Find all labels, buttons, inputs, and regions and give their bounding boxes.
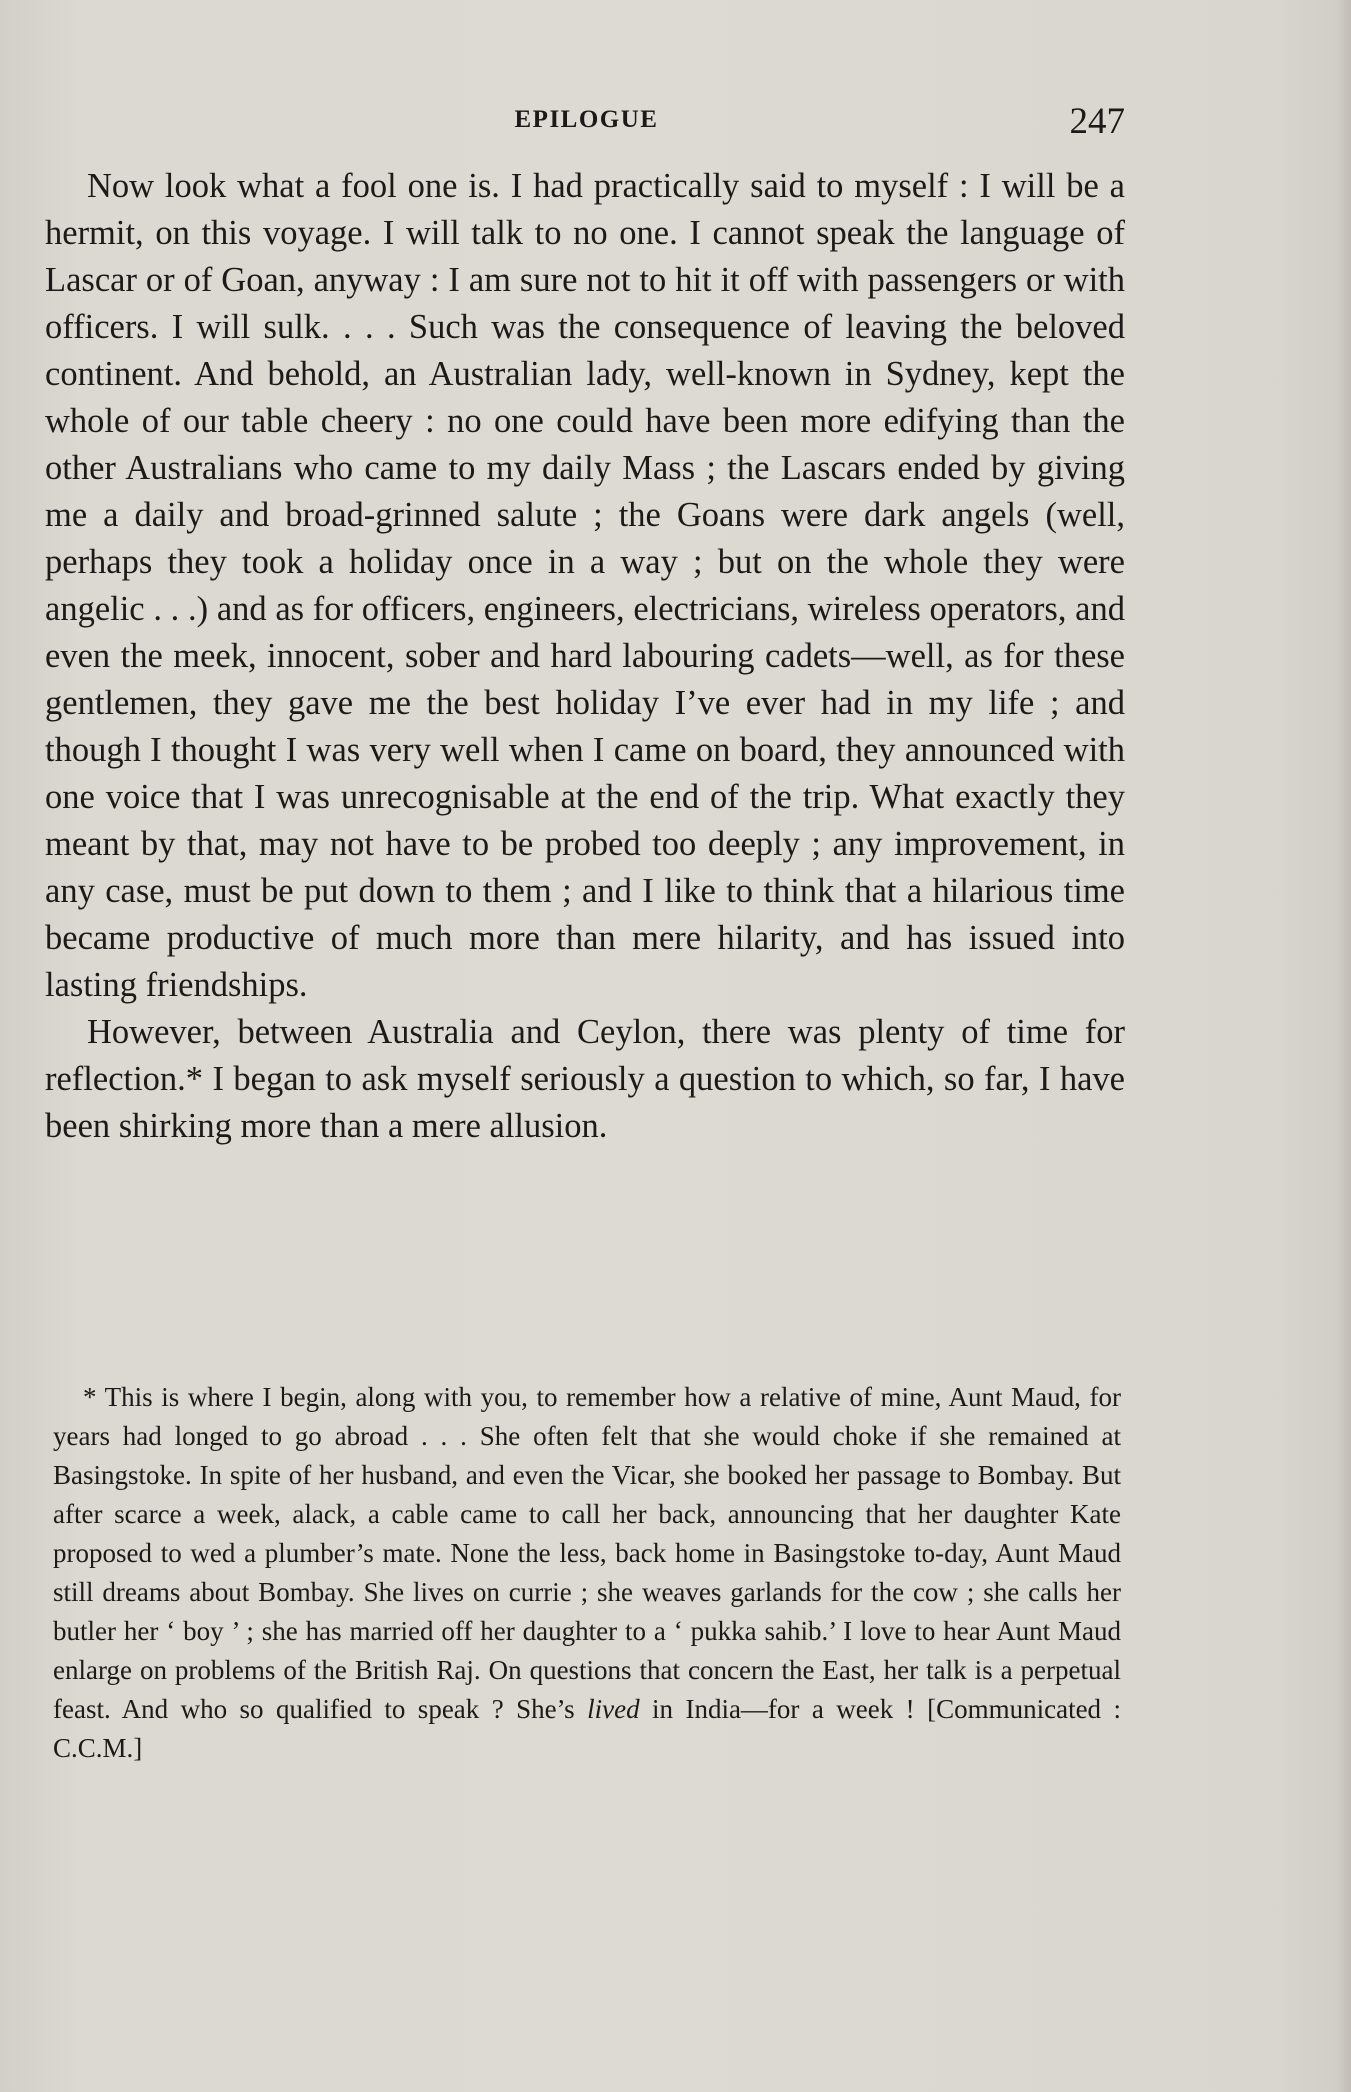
footnote-text-end: in India—for a week ! [Communicated : C.C.M.] <box>53 1694 1121 1763</box>
page-edge-shadow <box>1337 0 1351 2092</box>
page-number: 247 <box>1069 101 1125 142</box>
footnote-paragraph <box>53 1378 1121 1768</box>
body-text <box>45 163 1125 1150</box>
page-header <box>48 100 1125 144</box>
paragraph-1: Now look what a fool one is. I had practically said to myself : I will be a hermit, on this voyage. I will talk to no one. I cannot speak the language of Lascar or of Goan, anyway : I am sure not to hit it off with passengers or with officers. I will sulk. . . . Such was the consequence of leaving the beloved continent. And behold, an Australian lady, well-known in Sydney, kept the whole of our table cheery : no one could have been more edifying than the other Australians who came to my daily Mass ; the Lascars ended by giving me a daily and broad-grinned salute ; the Goans were dark angels (well, perhaps they took a holiday once in a way ; but on the whole they were angelic . . .) and as for officers, engineers, electricians, wireless operators, and even the meek, innocent, sober and hard labouring cadets—well, as for these gentlemen, they gave me the best holiday I’ve ever had in my life ; and though I thought I was very well when I came on board, they announced with one voice that I was unrecognisable at the end of the trip. What exactly they meant by that, may not have to be probed too deeply ; any improvement, in any case, must be put down to them ; and I like to think that a hilarious time became productive of much more than mere hilarity, and has issued into lasting friendships. <box>45 167 1125 1004</box>
footnote-italic-word: lived <box>587 1694 640 1724</box>
footnote-text-start: * This is where I begin, along with you, to remember how a relative of mine, Aunt Maud, for years had longed to go abroad . . . She often felt that she would choke if she remained at Basingstoke. In spite of her husband, and even the Vicar, she booked her passage to Bombay. But after scarce a week, alack, a cable came to call her back, announcing that her daughter Kate proposed to wed a plumber’s mate. None the less, back home in Basingstoke to-day, Aunt Maud still dreams about Bombay. She lives on currie ; she weaves garlands for the cow ; she calls her butler her ‘ boy ’ ; she has married off her daughter to a ‘ pukka sahib.’ I love to hear Aunt Maud enlarge on problems of the British Raj. On questions that concern the East, her talk is a perpetual feast. And who so qualified to speak ? She’s <box>53 1382 1121 1724</box>
paragraph-2: However, between Australia and Ceylon, there was plenty of time for reflection.* I began to ask myself seriously a question to which, so far, I have been shirking more than a mere allusion. <box>45 1013 1125 1145</box>
running-head: EPILOGUE <box>514 106 659 133</box>
footnote <box>53 1378 1121 1768</box>
